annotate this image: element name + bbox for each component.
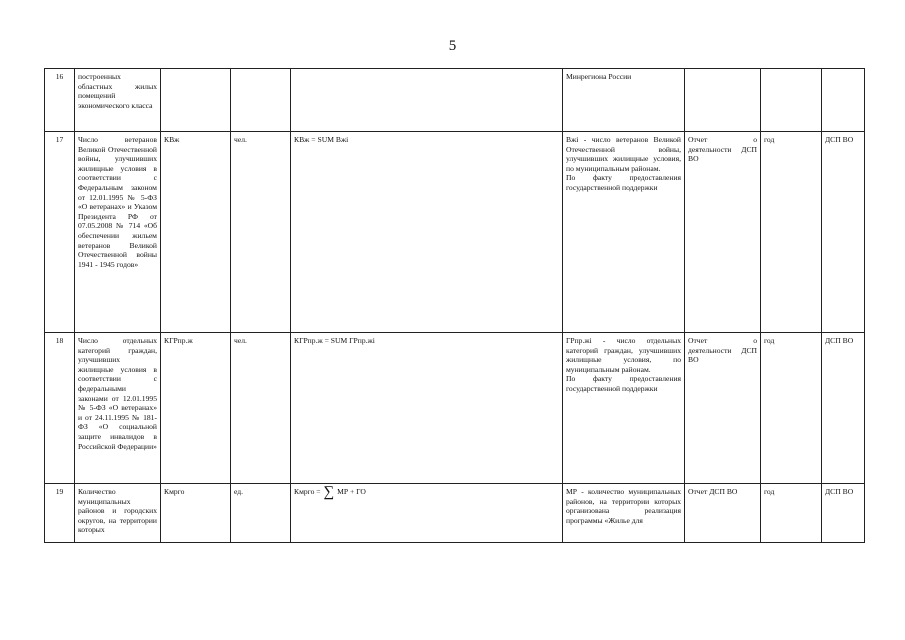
row-number: 16 bbox=[45, 69, 75, 132]
formula-rhs: МР + ГО bbox=[337, 487, 366, 496]
indicator-name: Количество муниципальных районов и городских округов, на территории которых bbox=[75, 484, 161, 543]
row-number: 18 bbox=[45, 333, 75, 484]
source-cell bbox=[685, 69, 761, 132]
description-cell bbox=[563, 333, 685, 484]
indicator-symbol: КВж bbox=[161, 132, 231, 333]
responsible-cell: ДСП ВО bbox=[822, 132, 865, 333]
period-cell: год bbox=[761, 484, 822, 543]
indicator-name: Число ветеранов Великой Отечественной войны, улучшивших жилищные условия в соответствии с Федеральным законом от 12.01.1995 № 5-ФЗ «О ветеранах» и Указом Президента РФ от 07.05.2008 № 714 «Об обеспечении жильем ветеранов Великой Отечественной войны 1941 - 1945 годов» bbox=[75, 132, 161, 333]
responsible-cell bbox=[822, 69, 865, 132]
formula-cell bbox=[291, 333, 563, 484]
responsible-cell: ДСП ВО bbox=[822, 333, 865, 484]
table-row bbox=[45, 333, 865, 484]
description-text: ГРпр.жі - число отдельных категорий граждан, улучшивших жилищные условия, по муниципальным районам. bbox=[566, 336, 681, 374]
source-cell: Отчет о деятельности ДСП ВО bbox=[685, 132, 761, 333]
formula-lhs: Кмрго bbox=[294, 487, 315, 496]
indicators-table bbox=[44, 68, 865, 543]
formula-cell bbox=[291, 132, 563, 333]
indicator-name: построенных областных жилых помещений экономического класса bbox=[75, 69, 161, 132]
formula-equals: = bbox=[316, 487, 321, 496]
sum-sign-icon: ∑ bbox=[323, 484, 335, 500]
table-row bbox=[45, 132, 865, 333]
indicator-symbol bbox=[161, 69, 231, 132]
description-text: По факту предоставления государственной поддержки bbox=[566, 374, 681, 393]
indicator-name: Число отдельных категорий граждан, улучшивших жилищные условия в соответствии с федеральными законами от 12.01.1995 № 5-ФЗ «О ветеранах» и от 24.11.1995 № 181-ФЗ «О социальной защите инвалидов в Российской Федерации» bbox=[75, 333, 161, 484]
formula-rhs: ГРпр.жі bbox=[349, 336, 375, 345]
unit-cell: чел. bbox=[231, 132, 291, 333]
formula-operator: SUM bbox=[317, 135, 334, 144]
formula-equals: = bbox=[324, 336, 329, 345]
period-cell bbox=[761, 69, 822, 132]
description-cell bbox=[563, 132, 685, 333]
formula-lhs: КВж bbox=[294, 135, 310, 144]
formula-cell bbox=[291, 69, 563, 132]
description-cell bbox=[563, 484, 685, 543]
page-number: 5 bbox=[448, 38, 457, 54]
period-cell: год bbox=[761, 132, 822, 333]
description-text: Минрегиона России bbox=[566, 72, 632, 81]
row-number: 19 bbox=[45, 484, 75, 543]
table-row bbox=[45, 484, 865, 543]
unit-cell: ед. bbox=[231, 484, 291, 543]
unit-cell bbox=[231, 69, 291, 132]
description-text: Вжі - число ветеранов Великой Отечественной войны, улучшивших жилищные условия, по муниципальным районам. bbox=[566, 135, 681, 173]
period-cell: год bbox=[761, 333, 822, 484]
indicator-symbol: Кмрго bbox=[161, 484, 231, 543]
source-cell: Отчет ДСП ВО bbox=[685, 484, 761, 543]
table-row bbox=[45, 69, 865, 132]
formula-lhs: КГРпр.ж bbox=[294, 336, 323, 345]
source-cell: Отчет о деятельности ДСП ВО bbox=[685, 333, 761, 484]
row-number: 17 bbox=[45, 132, 75, 333]
description-text: По факту предоставления государственной поддержки bbox=[566, 173, 681, 192]
formula-operator: SUM bbox=[330, 336, 348, 345]
description-text: МР - количество муниципальных районов, на территории которых организована реализация программы «Жилье для bbox=[566, 487, 681, 525]
indicator-symbol: КГРпр.ж bbox=[161, 333, 231, 484]
responsible-cell: ДСП ВО bbox=[822, 484, 865, 543]
formula-cell bbox=[291, 484, 563, 543]
unit-cell: чел. bbox=[231, 333, 291, 484]
formula-equals: = bbox=[311, 135, 316, 144]
formula-rhs: Вжі bbox=[335, 135, 349, 144]
description-cell bbox=[563, 69, 685, 132]
